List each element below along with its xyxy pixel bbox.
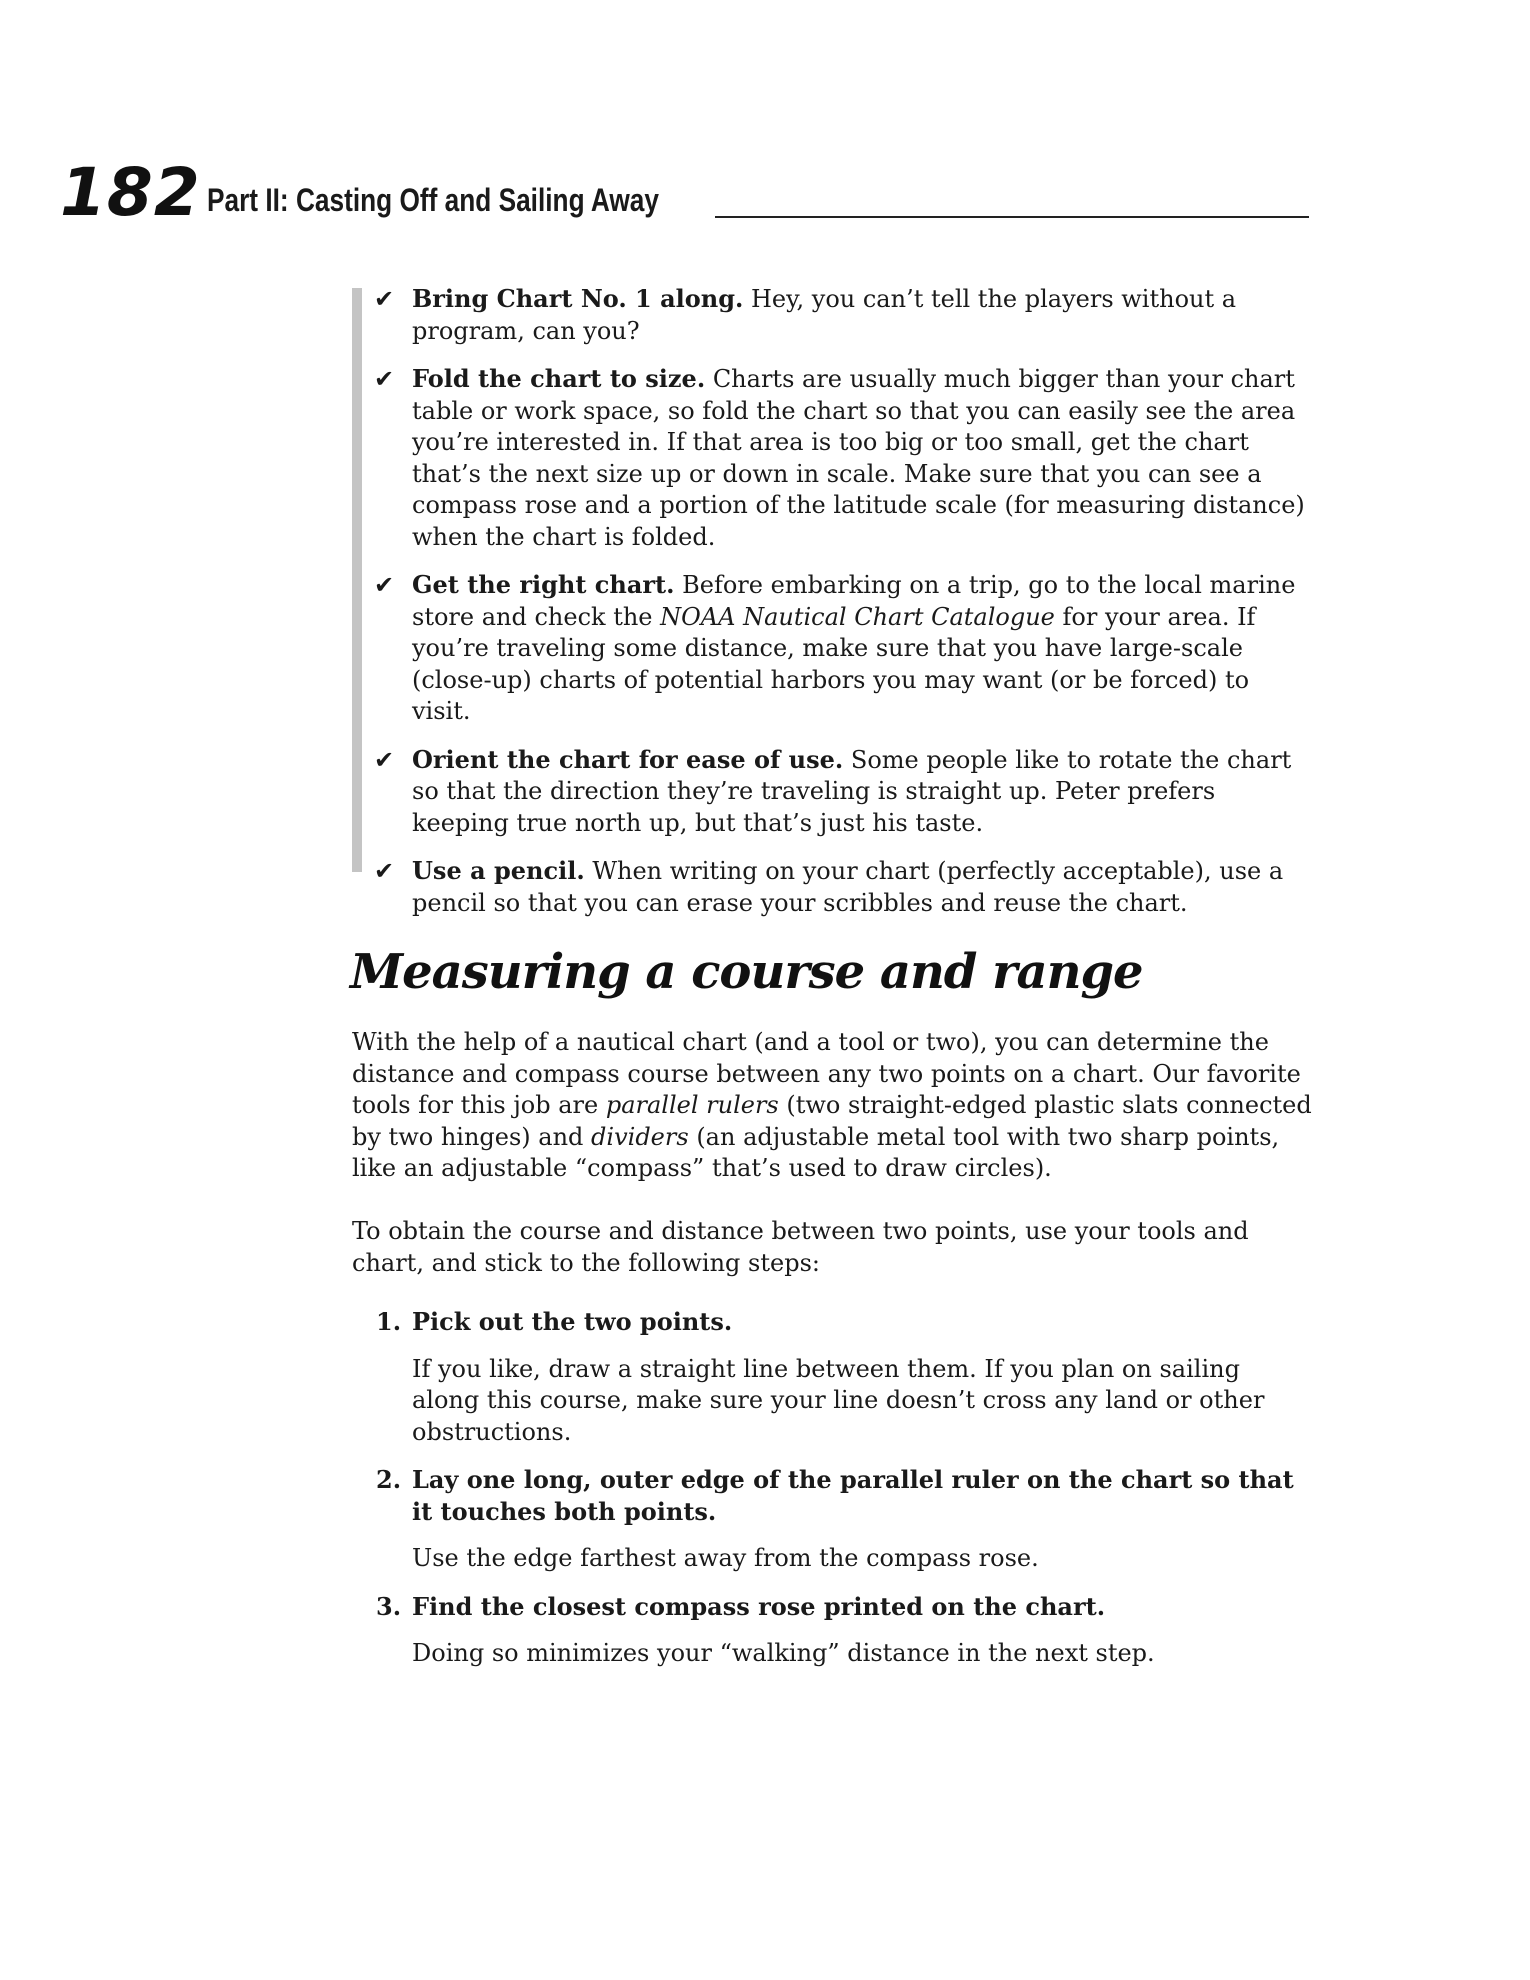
- term-dividers: dividers: [591, 1122, 689, 1151]
- bullet-lead: Use a pencil.: [412, 856, 585, 885]
- list-item: [372, 855, 1312, 919]
- bullet-text: Some people like to rotate the chart so that the direction they’re traveling is straight up. Peter prefers keeping true north up, but that’s just his taste.: [412, 745, 1292, 837]
- steps-intro-paragraph: To obtain the course and distance between two points, use your tools and chart, and stick to the following steps:: [352, 1217, 1249, 1277]
- step-title: Find the closest compass rose printed on the chart.: [412, 1591, 1106, 1621]
- steps-list: [372, 1306, 1312, 1686]
- bullet-text: Before embarking on a trip, go to the local marine store and check the: [412, 571, 1296, 631]
- step-item: [372, 1306, 1312, 1448]
- sidebar-shade-bar: [352, 288, 362, 872]
- step-description: Doing so minimizes your “walking” distance in the next step.: [412, 1639, 1155, 1667]
- tips-list: [372, 283, 1312, 935]
- step-item: [372, 1591, 1312, 1670]
- bullet-lead: Bring Chart No. 1 along.: [412, 284, 744, 313]
- check-mark-icon: ✔: [374, 857, 395, 885]
- catalogue-title: NOAA Nautical Chart Catalogue: [660, 602, 1055, 631]
- bullet-text: for your area. If you’re traveling some distance, make sure that you have large-scale (close-up) charts of potential harbors you may want (or be forced) to visit.: [412, 602, 1256, 725]
- step-number: 2.: [376, 1465, 402, 1494]
- section-heading: Measuring a course and range: [350, 944, 1143, 1000]
- bullet-lead: Get the right chart.: [412, 570, 675, 599]
- intro-text: (an adjustable metal tool with two sharp points, like an adjustable “compass” that’s used to draw circles).: [352, 1122, 1280, 1182]
- list-item: [372, 744, 1312, 840]
- running-head: Part II: Casting Off and Sailing Away: [207, 182, 659, 218]
- list-item: [372, 569, 1312, 728]
- step-title: Pick out the two points.: [412, 1307, 733, 1336]
- step-number: 1.: [376, 1307, 402, 1336]
- intro-text: (two straight-edged plastic slats connected by two hinges) and: [352, 1091, 1312, 1151]
- step-description: Use the edge farthest away from the compass rose.: [412, 1544, 1039, 1572]
- header-rule: [715, 216, 1309, 218]
- page-number: 182: [60, 154, 201, 231]
- bullet-lead: Orient the chart for ease of use.: [412, 744, 844, 774]
- check-mark-icon: ✔: [374, 571, 395, 599]
- list-item: [372, 283, 1312, 347]
- bullet-lead: Fold the chart to size.: [412, 364, 706, 393]
- bullet-text: Hey, you can’t tell the players without a program, can you?: [412, 285, 1237, 345]
- list-item: [372, 363, 1312, 553]
- check-mark-icon: ✔: [374, 285, 395, 313]
- intro-text: With the help of a nautical chart (and a tool or two), you can determine the distance and compass course between any two points on a chart. Our favorite tools for this job are: [352, 1028, 1301, 1119]
- bullet-text: Charts are usually much bigger than your chart table or work space, so fold the chart so that you can easily see the area you’re interested in. If that area is too big or too small, get the chart that’s the next size up or down in scale. Make sure that you can see a compass rose and a portion of the latitude scale (for measuring distance) when the chart is folded.: [412, 365, 1305, 551]
- step-title: Lay one long, outer edge of the parallel ruler on the chart so that it touches both points.: [412, 1465, 1294, 1526]
- bullet-text: When writing on your chart (perfectly acceptable), use a pencil so that you can erase your scribbles and reuse the chart.: [412, 857, 1284, 917]
- intro-paragraph: [352, 1027, 1312, 1185]
- check-mark-icon: ✔: [374, 745, 395, 774]
- step-item: [372, 1464, 1312, 1575]
- step-number: 3.: [376, 1591, 402, 1621]
- check-mark-icon: ✔: [374, 365, 395, 393]
- step-description: If you like, draw a straight line between them. If you plan on sailing along this course, make sure your line doesn’t cross any land or other obstructions.: [412, 1354, 1265, 1446]
- term-parallel-rulers: parallel rulers: [605, 1091, 779, 1119]
